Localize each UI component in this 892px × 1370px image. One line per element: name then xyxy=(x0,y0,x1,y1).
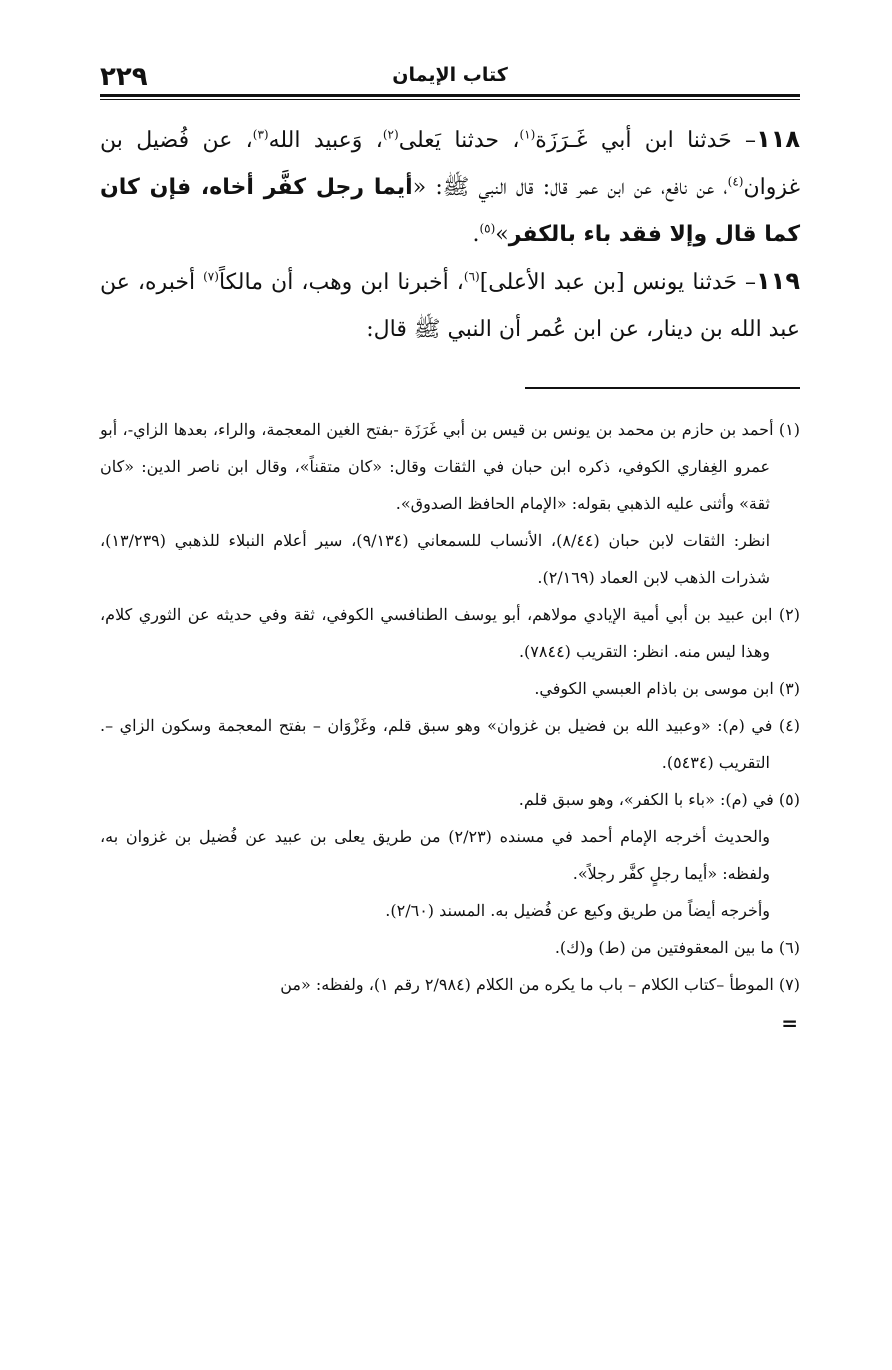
isnad-text: ، حدثنا يَعلى xyxy=(398,128,520,153)
isnad-text: – حَدثنا يونس [بن عبد الأعلى] xyxy=(479,270,757,295)
isnad-text: » xyxy=(495,222,509,247)
isnad-text: ، عن نافع، عن ابن عمر قال: قال النبي ﷺ: « xyxy=(412,175,728,200)
isnad-text: – حَدثنا ابن أبي غَـرَزَة xyxy=(535,128,757,153)
footnotes xyxy=(100,411,800,1042)
footnote-4: (٤) في (م): «وعبيد الله بن فضيل بن غزوان» وهو سبق قلم، وغَزْوَان – بفتح المعجمة وسكون الزاي –. التقريب (٥٤٣٤). xyxy=(100,716,801,772)
hadith-number: ١١٩ xyxy=(756,267,800,295)
footnote-7: (٧) الموطأ –كتاب الكلام – باب ما يكره من الكلام (٢/٩٨٤ رقم ١)، ولفظه: «من xyxy=(280,975,800,994)
footnote-6: (٦) ما بين المعقوفتين من (ط) و(ك). xyxy=(554,938,800,957)
footnote-5-takhrij: والحديث أخرجه الإمام أحمد في مسنده (٢/٢٣) من طريق يعلى بن عبيد عن فُضيل بن غزوان به، ولفظه: «أيما رجلٍ كفَّر رجلاً». xyxy=(100,827,771,883)
page-header xyxy=(100,58,800,94)
footnote-1-sources: انظر: الثقات لابن حبان (٨/٤٤)، الأنساب للسمعاني (٩/١٣٤)، سير أعلام النبلاء للذهبي (١٣/٢٣٩)، شذرات الذهب لابن العماد (٢/١٦٩). xyxy=(100,531,771,587)
isnad-text: . xyxy=(472,222,480,247)
footnote-1: (١) أحمد بن حازم بن محمد بن يونس بن قيس بن أبي غَرَزَة -بفتح الغين المعجمة، والراء، بعدها الزاي-، أبو عمرو الغِفاري الكوفي، ذكره ابن حبان في الثقات وقال: «كان متقناً»، وقال ابن ناصر الدين: «كان ثقة» وأثنى عليه الذهبي بقوله: «الإمام الحافظ الصدوق». xyxy=(100,420,800,513)
footnote-5: (٥) في (م): «باء با الكفر»، وهو سبق قلم. xyxy=(518,790,800,809)
footnote-5-takhrij-2: وأخرجه أيضاً من طريق وكيع عن فُضيل به. المسند (٢/٦٠). xyxy=(385,901,770,920)
isnad-text: ، وَعبيد الله xyxy=(268,128,383,153)
hadith-matn: أيما رجل كفَّر أخاه، فإن كان كما قال وإلا فقد باء بالكفر xyxy=(100,175,800,247)
book-page xyxy=(100,58,800,1042)
footnote-2: (٢) ابن عبيد بن أبي أمية الإيادي مولاهم، أبو يوسف الطنافسي الكوفي، ثقة وفي حديثه عن الثوري كلام، وهذا ليس منه. انظر: التقريب (٧٨٤٤). xyxy=(100,605,800,661)
isnad-text: ، عن فُضيل بن غزوان xyxy=(100,128,801,200)
footnote-ref: (٣) xyxy=(252,127,269,142)
header-rule-thick xyxy=(100,94,800,97)
isnad-text: أخبره، عن عبد الله بن دينار، عن ابن عُمر أن النبي ﷺ قال: xyxy=(100,270,800,342)
footnote-ref: (٤) xyxy=(727,174,744,189)
hadith-119 xyxy=(100,258,800,353)
isnad-text: ، أخبرنا ابن وهب، أن مالكاً xyxy=(218,270,464,295)
main-text xyxy=(100,116,800,353)
footnote-ref: (٥) xyxy=(479,221,496,236)
running-title: كتاب الإيمان xyxy=(392,64,508,86)
footnote-separator-wrap xyxy=(100,353,800,389)
hadith-number: ١١٨ xyxy=(756,125,801,153)
continuation-mark: = xyxy=(781,1011,798,1035)
footnote-ref: (٧) xyxy=(203,269,219,284)
footnote-ref: (٦) xyxy=(463,269,480,284)
hadith-118 xyxy=(100,116,800,258)
header-rule-thin xyxy=(100,99,800,100)
footnote-ref: (١) xyxy=(519,127,536,142)
page-number: ٢٢٩ xyxy=(100,62,148,92)
footnote-ref: (٢) xyxy=(382,127,399,142)
footnote-3: (٣) ابن موسى بن باذام العبسي الكوفي. xyxy=(534,679,800,698)
footnote-separator xyxy=(525,387,800,389)
